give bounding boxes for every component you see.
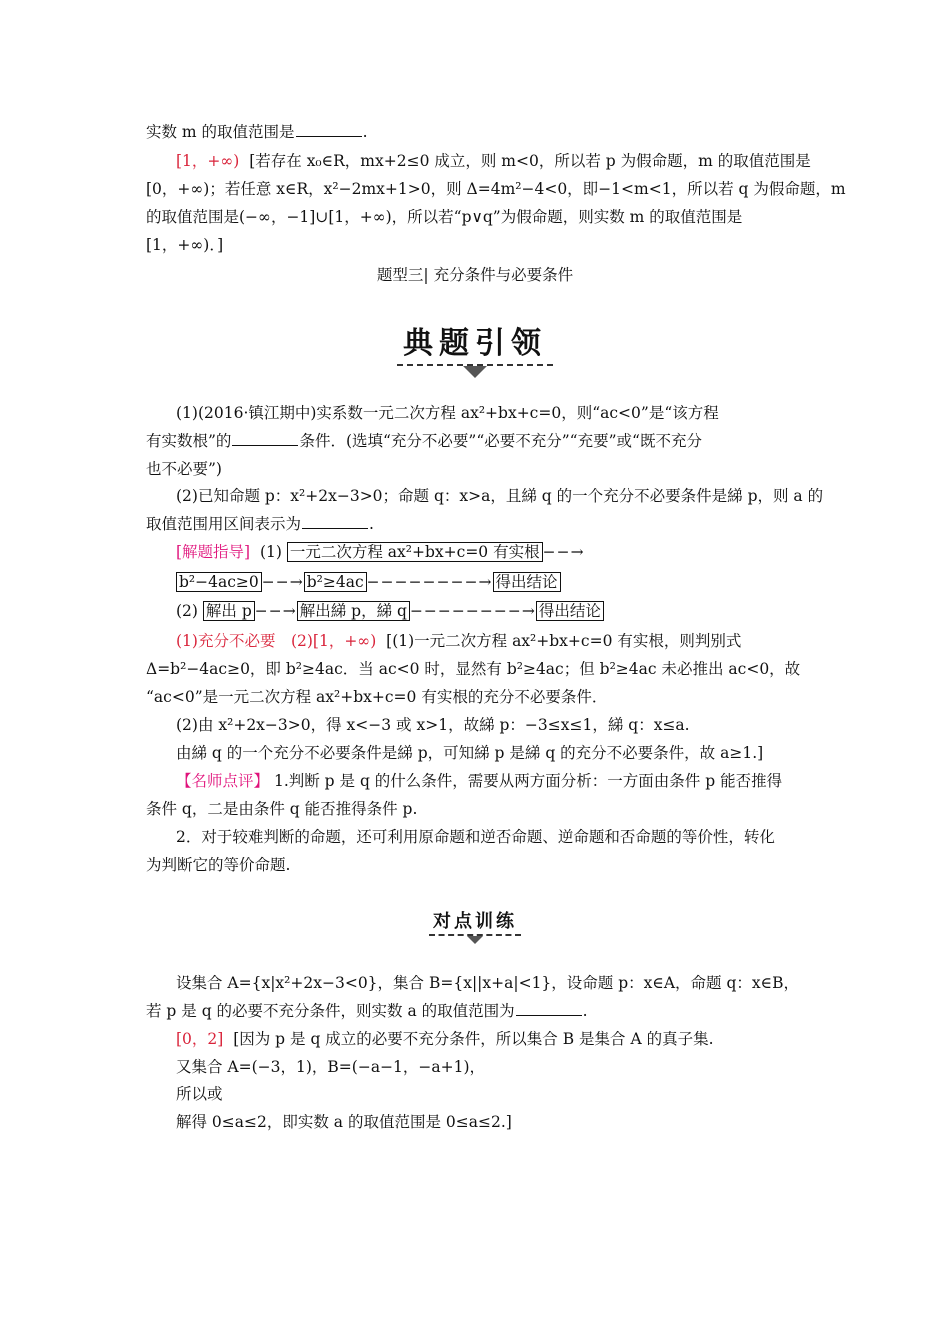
text-line: 条件 q，二是由条件 q 能否推得条件 p.: [146, 800, 418, 818]
answer-blank: [296, 122, 362, 137]
text: .: [369, 515, 374, 533]
text: 有实数根”的: [146, 432, 232, 450]
banner-title: 典题引领: [397, 318, 553, 366]
answer-blank: [516, 1001, 582, 1016]
text: [若存在 x₀∈R，mx+2≤0 成立，则 m<0，所以若 p 为假命题，m 的取值范围是: [249, 152, 811, 170]
arrow-icon: −−→: [542, 543, 585, 561]
banner-example: [0, 318, 950, 378]
text: 实数 m 的取值范围是: [146, 123, 295, 141]
text: 1.判断 p 是 q 的什么条件，需要从两方面分析：一方面由条件 p 能否推得: [273, 772, 783, 790]
text: 取值范围用区间表示为: [146, 515, 302, 533]
text-line: 为判断它的等价命题.: [146, 856, 291, 874]
guide-line: [176, 542, 810, 562]
text-line: 又集合 A=(−3，1)，B=(−a−1，−a+1)，: [176, 1058, 486, 1076]
guide-line: [176, 601, 810, 621]
topic-heading: 题型三| 充分条件与必要条件: [376, 266, 574, 284]
text-line: 也不必要”): [146, 460, 222, 478]
triangle-down-icon: [467, 936, 483, 944]
flow-box: 得出结论: [536, 601, 604, 621]
flow-box: 得出结论: [493, 572, 561, 592]
banner-exercise: [0, 907, 950, 944]
text-line: [146, 431, 810, 451]
text: 条件．(选填“充分不必要”“必要不充分”“充要”或“既不充分: [299, 432, 702, 450]
triangle-down-icon: [463, 366, 487, 378]
flow-box: 一元二次方程 ax²+bx+c=0 有实根: [287, 542, 543, 562]
text-line: (1)(2016·镇江期中)实系数一元二次方程 ax²+bx+c=0，则“ac<0”是“该方程: [176, 404, 719, 422]
text-line: (2)已知命题 p：x²+2x−3>0；命题 q：x>a，且綈 q 的一个充分不必要条件是綈 p，则 a 的: [176, 487, 824, 505]
text-line: 2．对于较难判断的命题，还可利用原命题和逆否命题、逆命题和否命题的等价性，转化: [176, 828, 775, 846]
text-line: (2)由 x²+2x−3>0，得 x<−3 或 x>1，故綈 p：−3≤x≤1，綈 q：x≤a.: [176, 716, 690, 734]
text-line: [1，+∞)．]: [146, 236, 224, 254]
flow-box: b²−4ac≥0: [176, 572, 262, 592]
comment-tag: 【名师点评】: [176, 772, 270, 790]
text-line: 的取值范围是(−∞，−1]∪[1，+∞)，所以若“p∨q”为假命题，则实数 m 的取值范围是: [146, 208, 743, 226]
text: [因为 p 是 q 成立的必要不充分条件，所以集合 B 是集合 A 的真子集.: [233, 1030, 714, 1048]
arrow-icon: −−−−−−−−→: [409, 602, 536, 620]
banner-title: 对点训练: [429, 907, 521, 936]
text-line: “ac<0”是一元二次方程 ax²+bx+c=0 有实根的充分不必要条件．: [146, 688, 608, 706]
text-line: [176, 631, 810, 651]
text-line: 由綈 q 的一个充分不必要条件是綈 p，可知綈 p 是綈 q 的充分不必要条件，故 a≥1.]: [176, 744, 764, 762]
text-line: Δ=b²−4ac≥0，即 b²≥4ac．当 ac<0 时，显然有 b²≥4ac；但 b²≥4ac 未必推出 ac<0，故: [146, 660, 801, 678]
arrow-icon: −−−−−−−−→: [366, 573, 493, 591]
text: 若 p 是 q 的必要不充分条件，则实数 a 的取值范围为: [146, 1002, 515, 1020]
arrow-icon: −−→: [254, 602, 297, 620]
flow-box: 解出綈 p，綈 q: [297, 601, 410, 621]
guide-tag: [解题指导]: [176, 543, 251, 561]
arrow-icon: −−→: [261, 573, 304, 591]
text-line: [176, 771, 810, 791]
text: [(1)一元二次方程 ax²+bx+c=0 有实根，则判别式: [386, 632, 742, 650]
text-line: 设集合 A={x|x²+2x−3<0}，集合 B={x||x+a|<1}，设命题 p：x∈A，命题 q：x∈B，: [176, 974, 800, 992]
text: (1): [259, 543, 282, 561]
text-line: [176, 1029, 810, 1049]
text-line: [146, 122, 810, 142]
text-line: [176, 151, 810, 171]
guide-line: [176, 572, 810, 592]
answer-blank: [232, 431, 298, 446]
text-line: [146, 1001, 810, 1021]
text-line: 解得 0≤a≤2，即实数 a 的取值范围是 0≤a≤2.]: [176, 1113, 512, 1131]
answer-blank: [302, 514, 368, 529]
answer-tag: [1，+∞): [176, 152, 240, 170]
text: .: [362, 123, 368, 141]
text-line: [0，+∞)；若任意 x∈R，x²−2mx+1>0，则 Δ=4m²−4<0，即−1<m<1，所以若 q 为假命题，m: [146, 180, 846, 198]
answer-tag: (1)充分不必要 (2)[1，+∞): [176, 632, 377, 650]
text-line: [146, 514, 810, 534]
text: (2): [176, 602, 198, 620]
flow-box: 解出 p: [203, 601, 255, 621]
answer-tag: [0，2]: [176, 1030, 224, 1048]
text: .: [582, 1002, 588, 1020]
flow-box: b²≥4ac: [304, 572, 367, 592]
text-line: 所以或: [176, 1085, 223, 1103]
